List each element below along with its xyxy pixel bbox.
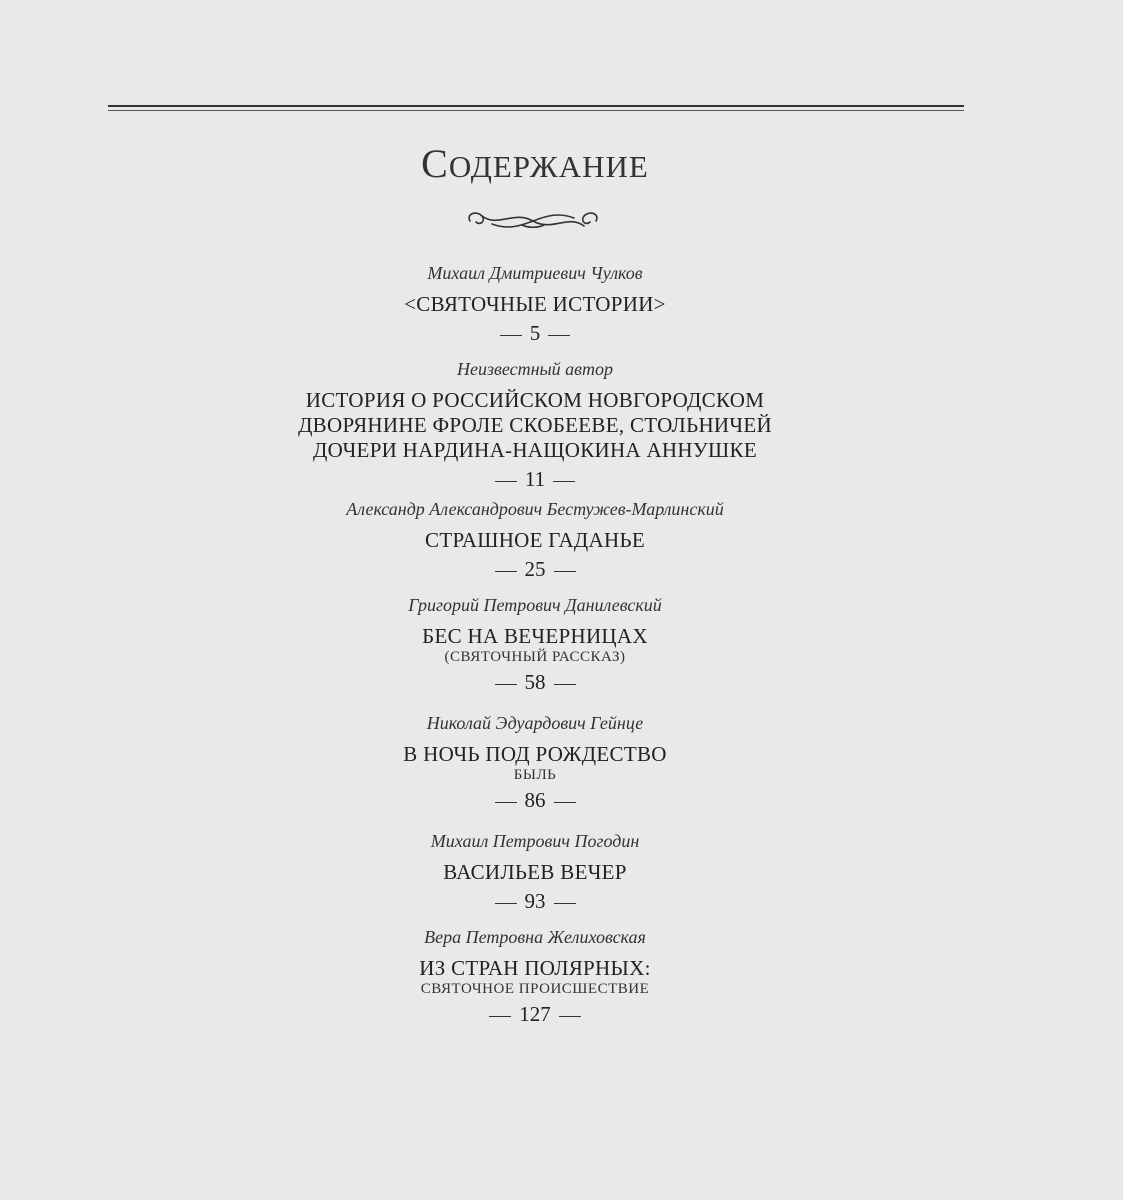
entry-title: ВАСИЛЬЕВ ВЕЧЕР bbox=[443, 860, 627, 884]
toc-entry bbox=[0, 262, 1070, 358]
page-title bbox=[0, 140, 1070, 187]
entry-title: ИЗ СТРАН ПОЛЯРНЫХ: bbox=[419, 956, 651, 980]
toc-entry bbox=[0, 926, 1070, 1036]
entry-subtitle: СВЯТОЧНОЕ ПРОИСШЕСТВИЕ bbox=[420, 981, 650, 997]
page-number: 127 bbox=[519, 1002, 551, 1026]
page-number: 5 bbox=[529, 321, 541, 345]
page-number: 11 bbox=[524, 467, 546, 491]
entry-title: <СВЯТОЧНЫЕ ИСТОРИИ> bbox=[404, 292, 666, 316]
entry-title-line: ДВОРЯНИНЕ ФРОЛЕ СКОБЕЕВЕ, СТОЛЬНИЧЕЙ bbox=[298, 413, 772, 437]
page-number: 93 bbox=[524, 889, 546, 913]
entry-author: Михаил Дмитриевич Чулков bbox=[427, 263, 643, 283]
entry-page bbox=[0, 1002, 1070, 1026]
flourish-ornament-icon bbox=[462, 204, 604, 238]
toc-entry bbox=[0, 830, 1070, 926]
entry-title: В НОЧЬ ПОД РОЖДЕСТВО bbox=[403, 742, 667, 766]
page-number: 25 bbox=[524, 557, 546, 581]
entry-subtitle: (СВЯТОЧНЫЙ РАССКАЗ) bbox=[444, 649, 626, 665]
table-of-contents bbox=[0, 262, 1070, 1036]
entry-author: Николай Эдуардович Гейнце bbox=[426, 713, 644, 733]
entry-author: Александр Александрович Бестужев-Марлинский bbox=[346, 499, 724, 519]
entry-title: БЕС НА ВЕЧЕРНИЦАХ bbox=[422, 624, 648, 648]
top-double-rule bbox=[108, 105, 964, 111]
entry-title-line: ДОЧЕРИ НАРДИНА-НАЩОКИНА АННУШКЕ bbox=[313, 438, 757, 462]
page-number: 86 bbox=[524, 788, 546, 812]
entry-title: СТРАШНОЕ ГАДАНЬЕ bbox=[425, 528, 645, 552]
entry-page bbox=[0, 467, 1070, 491]
entry-title-line: ИСТОРИЯ О РОССИЙСКОМ НОВГОРОДСКОМ bbox=[305, 388, 765, 412]
entry-author: Михаил Петрович Погодин bbox=[430, 831, 640, 851]
title-first-letter: С bbox=[421, 141, 449, 186]
toc-entry bbox=[0, 712, 1070, 830]
entry-author: Григорий Петрович Данилевский bbox=[408, 595, 662, 615]
entry-page bbox=[0, 557, 1070, 581]
page-number: 58 bbox=[524, 670, 546, 694]
entry-author: Неизвестный автор bbox=[457, 359, 613, 379]
toc-entry bbox=[0, 358, 1070, 498]
entry-page bbox=[0, 670, 1070, 694]
toc-entry bbox=[0, 594, 1070, 712]
entry-page bbox=[0, 889, 1070, 913]
entry-page bbox=[0, 788, 1070, 812]
entry-page bbox=[0, 321, 1070, 345]
toc-entry bbox=[0, 498, 1070, 594]
title-rest: ОДЕРЖАНИЕ bbox=[448, 149, 649, 184]
entry-author: Вера Петровна Желиховская bbox=[424, 927, 646, 947]
entry-subtitle: БЫЛЬ bbox=[513, 767, 557, 783]
